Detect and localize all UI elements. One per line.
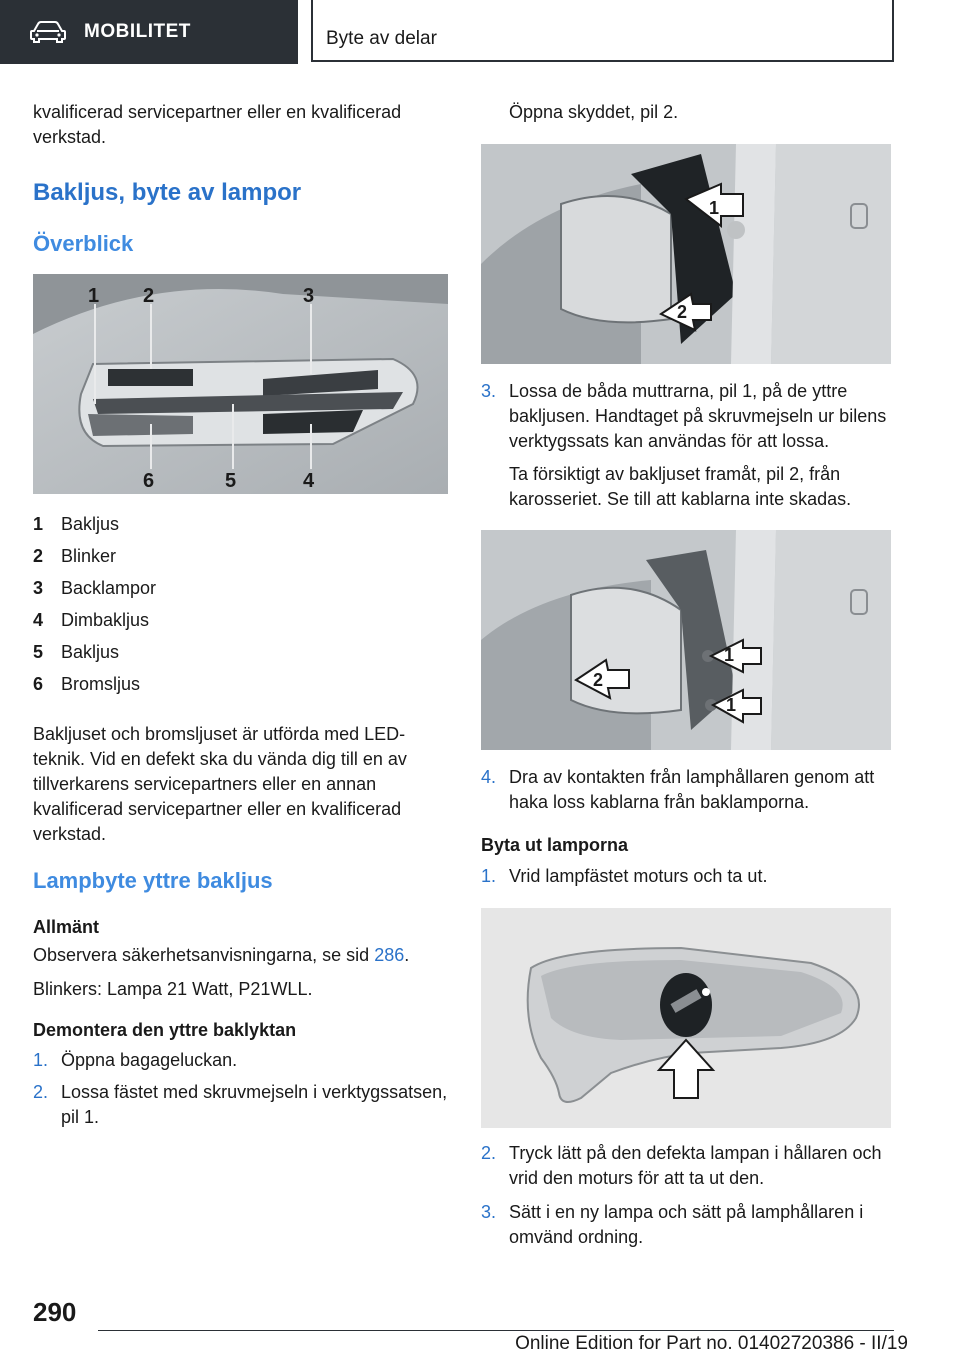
safety-text <box>33 943 448 968</box>
right-column <box>481 100 893 1250</box>
legend-number: 2 <box>33 545 44 566</box>
figure2-label-2: 2 <box>677 302 688 322</box>
step-number: 2. <box>33 1082 49 1102</box>
led-info-text: Bakljuset och bromsljuset är utförda med LED-teknik. Vid en defekt ska du vända dig till en av tillverkarens servicepartners eller en annan kvalificerad servicepartner eller en kvalificerad verkstad. <box>33 724 407 844</box>
taillight-overview-figure <box>33 274 448 494</box>
step-item <box>481 864 893 889</box>
legend-number: 4 <box>33 609 44 630</box>
legend-number: 5 <box>33 641 44 662</box>
step-number: 4. <box>481 767 497 787</box>
step-text: Lossa de båda muttrarna, pil 1, på de yttre bakljusen. Handtaget på skruvmejseln ur bilens verktygssats kan användas för att lossa. <box>509 381 887 451</box>
remove-nuts-figure <box>481 530 891 750</box>
legend-number: 3 <box>33 577 44 598</box>
page-number: 290 <box>33 1297 77 1327</box>
legend-item <box>33 636 448 668</box>
chapter-header <box>311 0 894 62</box>
figure1-label-6: 6 <box>143 470 155 492</box>
section-tab[interactable] <box>0 0 298 64</box>
step-item <box>481 765 893 815</box>
legend-item <box>33 668 448 700</box>
step-text: Sätt i en ny lampa och sätt på lamphållaren i omvänd ordning. <box>509 1202 864 1247</box>
outer-taillight-heading: Lampbyte yttre bakljus <box>33 868 273 893</box>
step-item <box>481 1141 893 1191</box>
step-text: Ta försiktigt av bakljuset framåt, pil 2, från karosseriet. Se till att kablarna inte skadas. <box>509 464 852 509</box>
step-item <box>481 1200 893 1250</box>
taillight-illustration <box>33 274 448 494</box>
step-item <box>33 1048 448 1073</box>
main-heading: Bakljus, byte av lampor <box>33 179 302 206</box>
overview-heading: Överblick <box>33 231 134 256</box>
step-number: 1. <box>33 1050 49 1070</box>
legend-item <box>33 572 448 604</box>
footer-edition: Online Edition for Part no. 01402720386 - II/19 <box>515 1333 908 1354</box>
lamp-holder-figure <box>481 908 891 1128</box>
chapter-title: Byte av delar <box>326 28 437 49</box>
step-number: 1. <box>481 866 497 886</box>
figure1-label-2: 2 <box>143 285 155 307</box>
intro-text: kvalificerad servicepartner eller en kvalificerad verkstad. <box>33 102 402 147</box>
step-text: Vrid lampfästet moturs och ta ut. <box>509 866 768 886</box>
figure1-label-4: 4 <box>303 470 315 492</box>
step-continuation <box>481 462 893 512</box>
step-number: 3. <box>481 381 497 401</box>
safety-text-after: . <box>404 945 410 965</box>
step-text: Lossa fästet med skruvmejseln i verktygssatsen, pil 1. <box>61 1082 448 1127</box>
step-item <box>481 379 893 454</box>
car-icon <box>30 21 66 43</box>
figure3-label-2: 2 <box>593 670 604 690</box>
legend-label: Bakljus <box>61 513 120 534</box>
safety-text-before: Observera säkerhetsanvisningarna, se sid <box>33 945 375 965</box>
legend-item <box>33 540 448 572</box>
step-number: 2. <box>481 1143 497 1163</box>
open-cover-text: Öppna skyddet, pil 2. <box>509 102 679 122</box>
figure1-label-3: 3 <box>303 285 315 307</box>
open-cover-illustration <box>481 144 891 364</box>
general-heading: Allmänt <box>33 917 100 937</box>
safety-page-link[interactable]: 286 <box>374 945 405 965</box>
replace-heading: Byta ut lamporna <box>481 835 629 855</box>
remove-nuts-illustration <box>481 530 891 750</box>
legend-number: 1 <box>33 513 44 534</box>
figure1-label-5: 5 <box>225 470 237 492</box>
footer-divider <box>98 1330 894 1331</box>
step-text: Tryck lätt på den defekta lampan i hållaren och vrid den moturs för att ta ut den. <box>509 1143 882 1188</box>
remove-heading: Demontera den yttre baklyktan <box>33 1020 297 1040</box>
step-number: 3. <box>481 1202 497 1222</box>
legend-list <box>33 508 448 700</box>
blinker-text: Blinkers: Lampa 21 Watt, P21WLL. <box>33 979 313 999</box>
step-text: Dra av kontakten från lamphållaren genom att haka loss kablarna från baklamporna. <box>509 767 875 812</box>
left-column <box>33 100 448 1130</box>
legend-label: Bakljus <box>61 641 120 662</box>
section-title: MOBILITET <box>84 21 191 42</box>
legend-label: Dimbakljus <box>61 609 150 630</box>
step-item <box>33 1080 448 1130</box>
legend-number: 6 <box>33 673 44 694</box>
step-text: Öppna bagageluckan. <box>61 1050 238 1070</box>
legend-label: Backlampor <box>61 577 157 598</box>
figure3-label-1a: 1 <box>724 645 735 665</box>
legend-item <box>33 508 448 540</box>
figure1-label-1: 1 <box>88 285 100 307</box>
legend-item <box>33 604 448 636</box>
open-cover-figure <box>481 144 891 364</box>
legend-label: Bromsljus <box>61 673 141 694</box>
figure2-label-1: 1 <box>709 198 720 218</box>
figure3-label-1b: 1 <box>726 695 737 715</box>
lamp-holder-illustration <box>481 908 891 1128</box>
legend-label: Blinker <box>61 545 117 566</box>
